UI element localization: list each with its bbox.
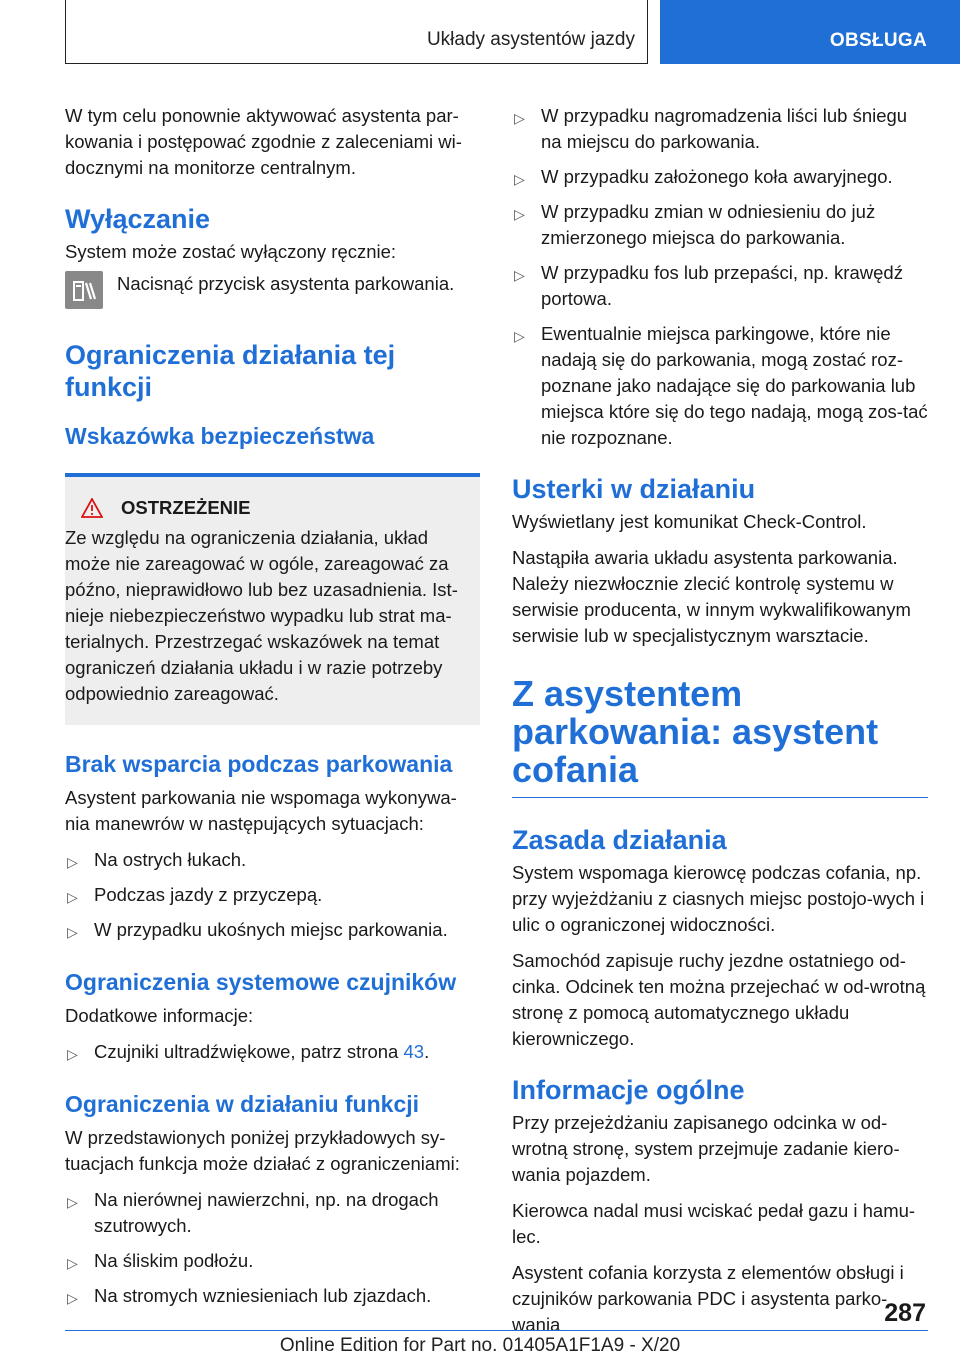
sensor-page-link[interactable]: 43 bbox=[403, 1041, 425, 1062]
principle-heading: Zasada działania bbox=[512, 825, 727, 855]
list-item bbox=[65, 882, 480, 908]
list-item-text: Ewentualnie miejsca parkingowe, które nie nadają się do parkowania, mogą zostać roz-poznane jako nadające się do parkowania lub miejsca które się do tego nadają, mogą zos-tać nie rozpoznane. bbox=[541, 323, 928, 448]
bullet-triangle-icon: ▷ bbox=[67, 1255, 78, 1271]
list-item bbox=[512, 260, 928, 312]
no-support-heading: Brak wsparcia podczas parkowania bbox=[65, 751, 453, 777]
list-item-text: Na śliskim podłożu. bbox=[94, 1250, 254, 1271]
edition-footer: Online Edition for Part no. 01405A1F1A9 - X/20 bbox=[279, 1335, 681, 1356]
sensor-item-prefix: Czujniki ultradźwiękowe, patrz strona bbox=[94, 1041, 404, 1062]
list-item-text: W przypadku zmian w odniesieniu do już zmierzonego miejsca do parkowania. bbox=[541, 201, 876, 248]
list-item-text: W przypadku fos lub przepaści, np. krawędź portowa. bbox=[541, 262, 903, 309]
func-limits-text: W przedstawionych poniżej przykładowych sy-tuacjach funkcja może działać z ograniczeniami: bbox=[65, 1127, 460, 1174]
list-item bbox=[65, 1187, 480, 1239]
bullet-triangle-icon: ▷ bbox=[67, 889, 78, 905]
bullet-triangle-icon: ▷ bbox=[514, 110, 525, 126]
sensor-text: Dodatkowe informacje: bbox=[65, 1005, 254, 1026]
list-item-text: W przypadku założonego koła awaryjnego. bbox=[541, 166, 893, 187]
list-item-text: W przypadku nagromadzenia liści lub śniegu na miejscu do parkowania. bbox=[541, 105, 908, 152]
func-limits-heading: Ograniczenia w działaniu funkcji bbox=[65, 1091, 420, 1117]
limits-heading: Ograniczenia działania tej funkcji bbox=[65, 340, 396, 402]
warning-box bbox=[65, 473, 480, 725]
chapter-title: Z asystentem parkowania: asystent cofania bbox=[512, 675, 928, 798]
bullet-triangle-icon: ▷ bbox=[67, 1290, 78, 1306]
faults-heading: Usterki w działaniu bbox=[512, 474, 756, 504]
func-limits-list bbox=[65, 1187, 480, 1309]
deactivation-text: System może zostać wyłączony ręcznie: bbox=[65, 241, 397, 262]
bullet-triangle-icon: ▷ bbox=[67, 854, 78, 870]
bullet-triangle-icon: ▷ bbox=[514, 328, 525, 344]
header-section-title: Układy asystentów jazdy bbox=[426, 29, 635, 50]
no-support-list bbox=[65, 847, 480, 943]
warning-header bbox=[65, 495, 462, 521]
warning-triangle-icon bbox=[81, 498, 103, 518]
bullet-triangle-icon: ▷ bbox=[67, 1046, 78, 1062]
bullet-triangle-icon: ▷ bbox=[514, 267, 525, 283]
general-paragraph-3: Asystent cofania korzysta z elementów obsługi i czujników parkowania PDC i asystenta parko-wania bbox=[512, 1262, 904, 1335]
general-paragraph-1: Przy przejeżdżaniu zapisanego odcinka w od-wrotną stronę, system przejmuje zadanie kiero-wania pojazdem. bbox=[512, 1112, 900, 1185]
page-number: 287 bbox=[884, 1299, 926, 1327]
right-column bbox=[512, 103, 928, 1348]
principle-paragraph-2: Samochód zapisuje ruchy jezdne ostatniego od-cinka. Odcinek ten można przejechać w od-wrotną stronę z pomocą automatycznego układu kierowniczego. bbox=[512, 950, 926, 1049]
list-item-text: Podczas jazdy z przyczepą. bbox=[94, 884, 323, 905]
principle-paragraph-1: System wspomaga kierowcę podczas cofania, np. przy wyjeżdżaniu z ciasnych miejsc postojo-wych i ulic o ograniczonej widoczności. bbox=[512, 862, 925, 935]
list-item bbox=[512, 164, 928, 190]
list-item-text: Na stromych wzniesieniach lub zjazdach. bbox=[94, 1285, 432, 1306]
sensor-list bbox=[65, 1039, 480, 1065]
header-chapter-tab[interactable] bbox=[660, 0, 960, 64]
faults-paragraph-1: Wyświetlany jest komunikat Check-Control. bbox=[512, 511, 867, 532]
list-item bbox=[512, 103, 928, 155]
intro-paragraph: W tym celu ponownie aktywować asystenta par-kowania i postępować zgodnie z zaleceniami wi-docznymi na monitorze centralnym. bbox=[65, 105, 462, 178]
header-section-box bbox=[65, 0, 648, 64]
list-item-text: Na nierównej nawierzchni, np. na drogach szutrowych. bbox=[94, 1189, 439, 1236]
sensor-heading: Ograniczenia systemowe czujników bbox=[65, 969, 457, 995]
no-support-text: Asystent parkowania nie wspomaga wykonywa-nia manewrów w następujących sytuacjach: bbox=[65, 787, 457, 834]
list-item bbox=[65, 1039, 480, 1065]
list-item-text: Na ostrych łukach. bbox=[94, 849, 247, 870]
sensor-item-suffix: . bbox=[424, 1041, 430, 1062]
list-item bbox=[65, 917, 480, 943]
list-item bbox=[65, 1283, 480, 1309]
list-item bbox=[512, 321, 928, 451]
park-assist-button-icon bbox=[65, 271, 103, 309]
bullet-triangle-icon: ▷ bbox=[67, 1194, 78, 1210]
deactivation-heading: Wyłączanie bbox=[65, 204, 211, 234]
warning-text: Ze względu na ograniczenia działania, układ może nie zareagować w ogóle, zareagować za późno, nieprawidłowo lub bez uzasadnienia. Ist-nieje niebezpieczeństwo wypadku lub strat ma-terialnych. Przestrzegać wskazówek na temat ograniczeń działania układu i w razie potrzeby odpowiednio zareagować. bbox=[65, 527, 458, 704]
safety-heading: Wskazówka bezpieczeństwa bbox=[65, 423, 375, 449]
faults-paragraph-2: Nastąpiła awaria układu asystenta parkowania. Należy niezwłocznie zlecić kontrolę systemu w serwisie producenta, w innym wykwalifikowanym serwisie lub w specjalistycznym warsztacie. bbox=[512, 547, 911, 646]
left-column bbox=[65, 103, 480, 1318]
footer-divider bbox=[65, 1330, 928, 1331]
button-instruction-text: Nacisnąć przycisk asystenta parkowania. bbox=[117, 273, 455, 294]
bullet-triangle-icon: ▷ bbox=[514, 171, 525, 187]
list-item bbox=[65, 1248, 480, 1274]
bullet-triangle-icon: ▷ bbox=[67, 924, 78, 940]
general-paragraph-2: Kierowca nadal musi wciskać pedał gazu i hamu-lec. bbox=[512, 1200, 916, 1247]
list-item bbox=[512, 199, 928, 251]
general-heading: Informacje ogólne bbox=[512, 1075, 745, 1105]
button-instruction-row bbox=[65, 271, 480, 309]
list-item bbox=[65, 847, 480, 873]
situations-list bbox=[512, 103, 928, 451]
warning-title: OSTRZEŻENIE bbox=[121, 497, 251, 518]
bullet-triangle-icon: ▷ bbox=[514, 206, 525, 222]
header-tab-label: OBSŁUGA bbox=[829, 30, 927, 51]
list-item-text: W przypadku ukośnych miejsc parkowania. bbox=[94, 919, 448, 940]
